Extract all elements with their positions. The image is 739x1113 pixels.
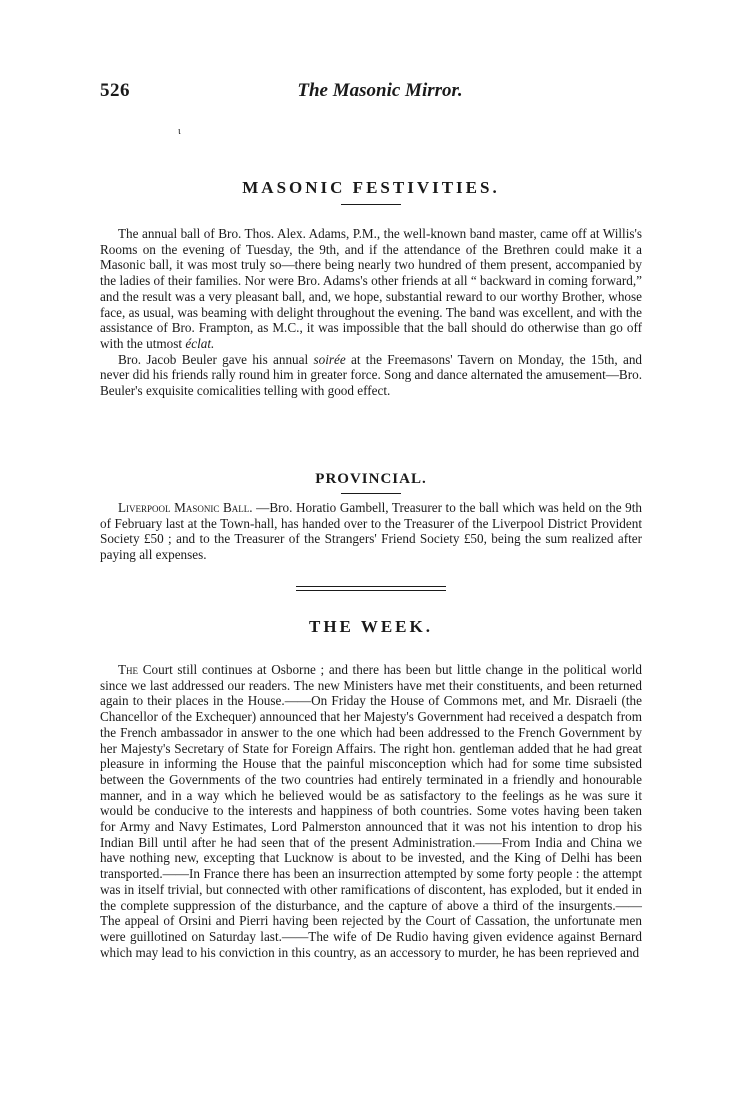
section-title-provincial: PROVINCIAL. — [315, 471, 427, 487]
section-rule — [341, 493, 401, 494]
week-paragraph — [100, 662, 642, 960]
stray-mark: ι — [178, 126, 181, 137]
paragraph-text: Court still continues at Osborne ; and there has been but little change in the political world since we last addressed our readers. The new Ministers have met their constituents, and been returned again to their places in the House.——On Friday the House of Commons met, and Mr. Disraeli (the Chancellor of the Exchequer) announced that her Majesty's Government had received a despatch from the French ambassador in answer to the one which had been addressed to the French Government by her Majesty's Secretary of State for Foreign Affairs. The right hon. gentleman added that he had great pleasure in informing the House that the painful misconception which had for some time subsisted between the Governments of the two countries had entirely terminated in a friendly and honourable manner, and in a way which he believed would be as satisfactory to the feelings as he was sure it would be conducive to the interests and happiness of both countries. Some votes having been taken for Army and Navy Estimates, Lord Palmerston announced that it was not his intention to drop his Indian Bill until after he had seen that of the present Administration.——From India and China we have nothing new, excepting that Lucknow is about to be invested, and the King of Delhi has been transported.——In France there has been an insurrection attempted by some forty people : the attempt was in itself trivial, but connected with other ramifications of discontent, has exploded, but it ended in the complete suppression of the disturbance, and the capture of above a third of the insurgents.——The appeal of Orsini and Pierri having been rejected by the Court of Cassation, the unfortunate men were guillotined on Saturday last.——The wife of De Rudio having given evidence against Bernard which may lead to his conviction in this country, as an accessory to murder, he has been reprieved and — [100, 662, 642, 960]
festivities-body — [100, 226, 642, 399]
section-masonic-festivities — [100, 178, 642, 205]
double-rule — [296, 586, 446, 594]
paragraph-text: Bro. Jacob Beuler gave his annual — [118, 351, 314, 367]
paragraph-lead: Liverpool Masonic Ball. — [118, 500, 253, 515]
paragraph-italic: éclat. — [185, 335, 215, 351]
week-body — [100, 662, 642, 960]
paragraph-text: The annual ball of Bro. Thos. Alex. Adams, P.M., the well-known band master, came off at Willis's Rooms on the evening of Tuesday, the 9th, and if the attendance of the Brethren could make it a Masonic ball, it was most truly so—there being nearly two hundred of them present, accompanied by the ladies of their families. Nor were Bro. Adams's other friends at all “ backward in coming forward,” and the result was a very pleasant ball, and, we hope, substantial reward to our worthy Brother, whose face, as usual, was beaming with delight throughout the evening. The band was excellent, and with the assistance of Bro. Frampton, as M.C., it was impossible that the ball should do otherwise than go off with the utmost — [100, 226, 642, 351]
journal-title: The Masonic Mirror. — [297, 80, 463, 101]
provincial-paragraph — [100, 500, 642, 563]
paragraph-text: at the Freemasons' Tavern on Monday, the 15th, and never did his friends rally round him in greater force. Song and dance alternated the amusement—Bro. Beuler's exquisite comicalities telling with good effect. — [100, 351, 643, 399]
paragraph-text: —Bro. Horatio Gambell, Treasurer to the ball which was held on the 9th of February last at the Town-hall, has handed over to the Treasurer of the Liverpool District Provident Society £50 ; and to the Treasurer of the Strangers' Friend Society £50, being the sum realized after paying all expenses. — [100, 500, 642, 563]
page-number: 526 — [100, 80, 130, 101]
paragraph-italic: soirée — [313, 351, 346, 367]
section-provincial — [100, 471, 642, 494]
section-rule — [341, 204, 401, 205]
section-title-festivities: MASONIC FESTIVITIES. — [242, 178, 500, 197]
provincial-body — [100, 500, 642, 563]
section-title-week: THE WEEK. — [309, 617, 433, 636]
festivities-paragraph-1 — [100, 226, 642, 352]
paragraph-lead: The — [118, 662, 139, 677]
section-the-week — [100, 617, 642, 637]
festivities-paragraph-2 — [100, 352, 642, 399]
running-head — [100, 80, 660, 104]
divider — [100, 586, 642, 594]
